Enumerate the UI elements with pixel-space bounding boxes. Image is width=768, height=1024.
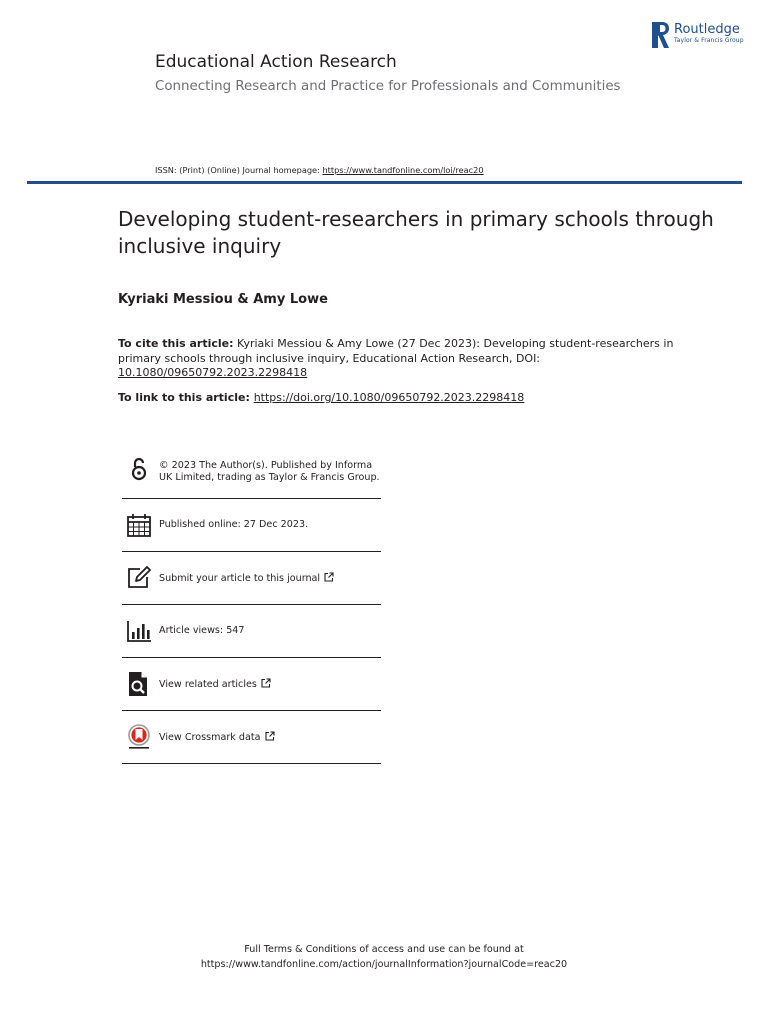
journal-homepage-link[interactable]: https://www.tandfonline.com/loi/reac20 [322, 165, 484, 175]
publisher-logo [652, 22, 744, 50]
terms-url-link[interactable]: https://www.tandfonline.com/action/journalInformation?journalCode=reac20 [200, 959, 568, 970]
journal-subtitle: Connecting Research and Practice for Professionals and Communities [155, 79, 621, 94]
external-link-icon [265, 731, 275, 741]
publisher-tagline: Taylor & Francis Group [674, 37, 744, 44]
views-row [122, 605, 381, 658]
publisher-name: Routledge [674, 22, 740, 37]
crossmark-row[interactable] [122, 711, 381, 764]
article-doi-link[interactable]: https://doi.org/10.1080/09650792.2023.2298418 [253, 391, 525, 404]
published-date: Published online: 27 Dec 2023. [159, 519, 309, 530]
open-access-text: © 2023 The Author(s). Published by Informa UK Limited, trading as Taylor & Francis Group. [159, 460, 380, 483]
article-title: Developing student-researchers in primary schools through inclusive inquiry [118, 207, 714, 258]
journal-title: Educational Action Research [155, 52, 397, 72]
search-document-icon [126, 671, 152, 697]
routledge-logo-icon [652, 22, 670, 48]
submit-article-link[interactable]: Submit your article to this journal [159, 572, 321, 584]
external-link-icon [324, 572, 334, 582]
terms-footer [0, 942, 768, 972]
cite-doi-link[interactable]: 10.1080/09650792.2023.2298418 [118, 366, 308, 379]
header-divider [27, 181, 742, 184]
submit-row[interactable] [122, 552, 381, 605]
related-articles-link[interactable]: View related articles [159, 678, 257, 690]
related-row[interactable] [122, 658, 381, 711]
open-access-row [122, 452, 381, 499]
crossmark-link[interactable]: View Crossmark data [159, 731, 261, 743]
bar-chart-icon [126, 618, 152, 644]
terms-line: Full Terms & Conditions of access and use can be found at [244, 944, 524, 955]
open-access-icon [126, 456, 152, 482]
edit-icon [126, 565, 152, 591]
article-info-list [122, 452, 381, 764]
citation [118, 337, 678, 381]
crossmark-icon [126, 724, 152, 750]
link-label: To link to this article: [118, 391, 254, 404]
article-link [118, 391, 524, 404]
article-authors: Kyriaki Messiou & Amy Lowe [118, 292, 328, 307]
cite-label: To cite this article: [118, 337, 234, 350]
calendar-icon [126, 512, 152, 538]
issn-prefix: ISSN: (Print) (Online) Journal homepage: [155, 165, 323, 175]
published-row [122, 499, 381, 552]
article-views: Article views: 547 [159, 625, 245, 636]
external-link-icon [261, 678, 271, 688]
issn-line [155, 165, 484, 175]
cite-text: Kyriaki Messiou & Amy Lowe (27 Dec 2023): Developing student-researchers in primary schools through inclusive inquiry, Educational Action Research, DOI: [118, 337, 674, 365]
